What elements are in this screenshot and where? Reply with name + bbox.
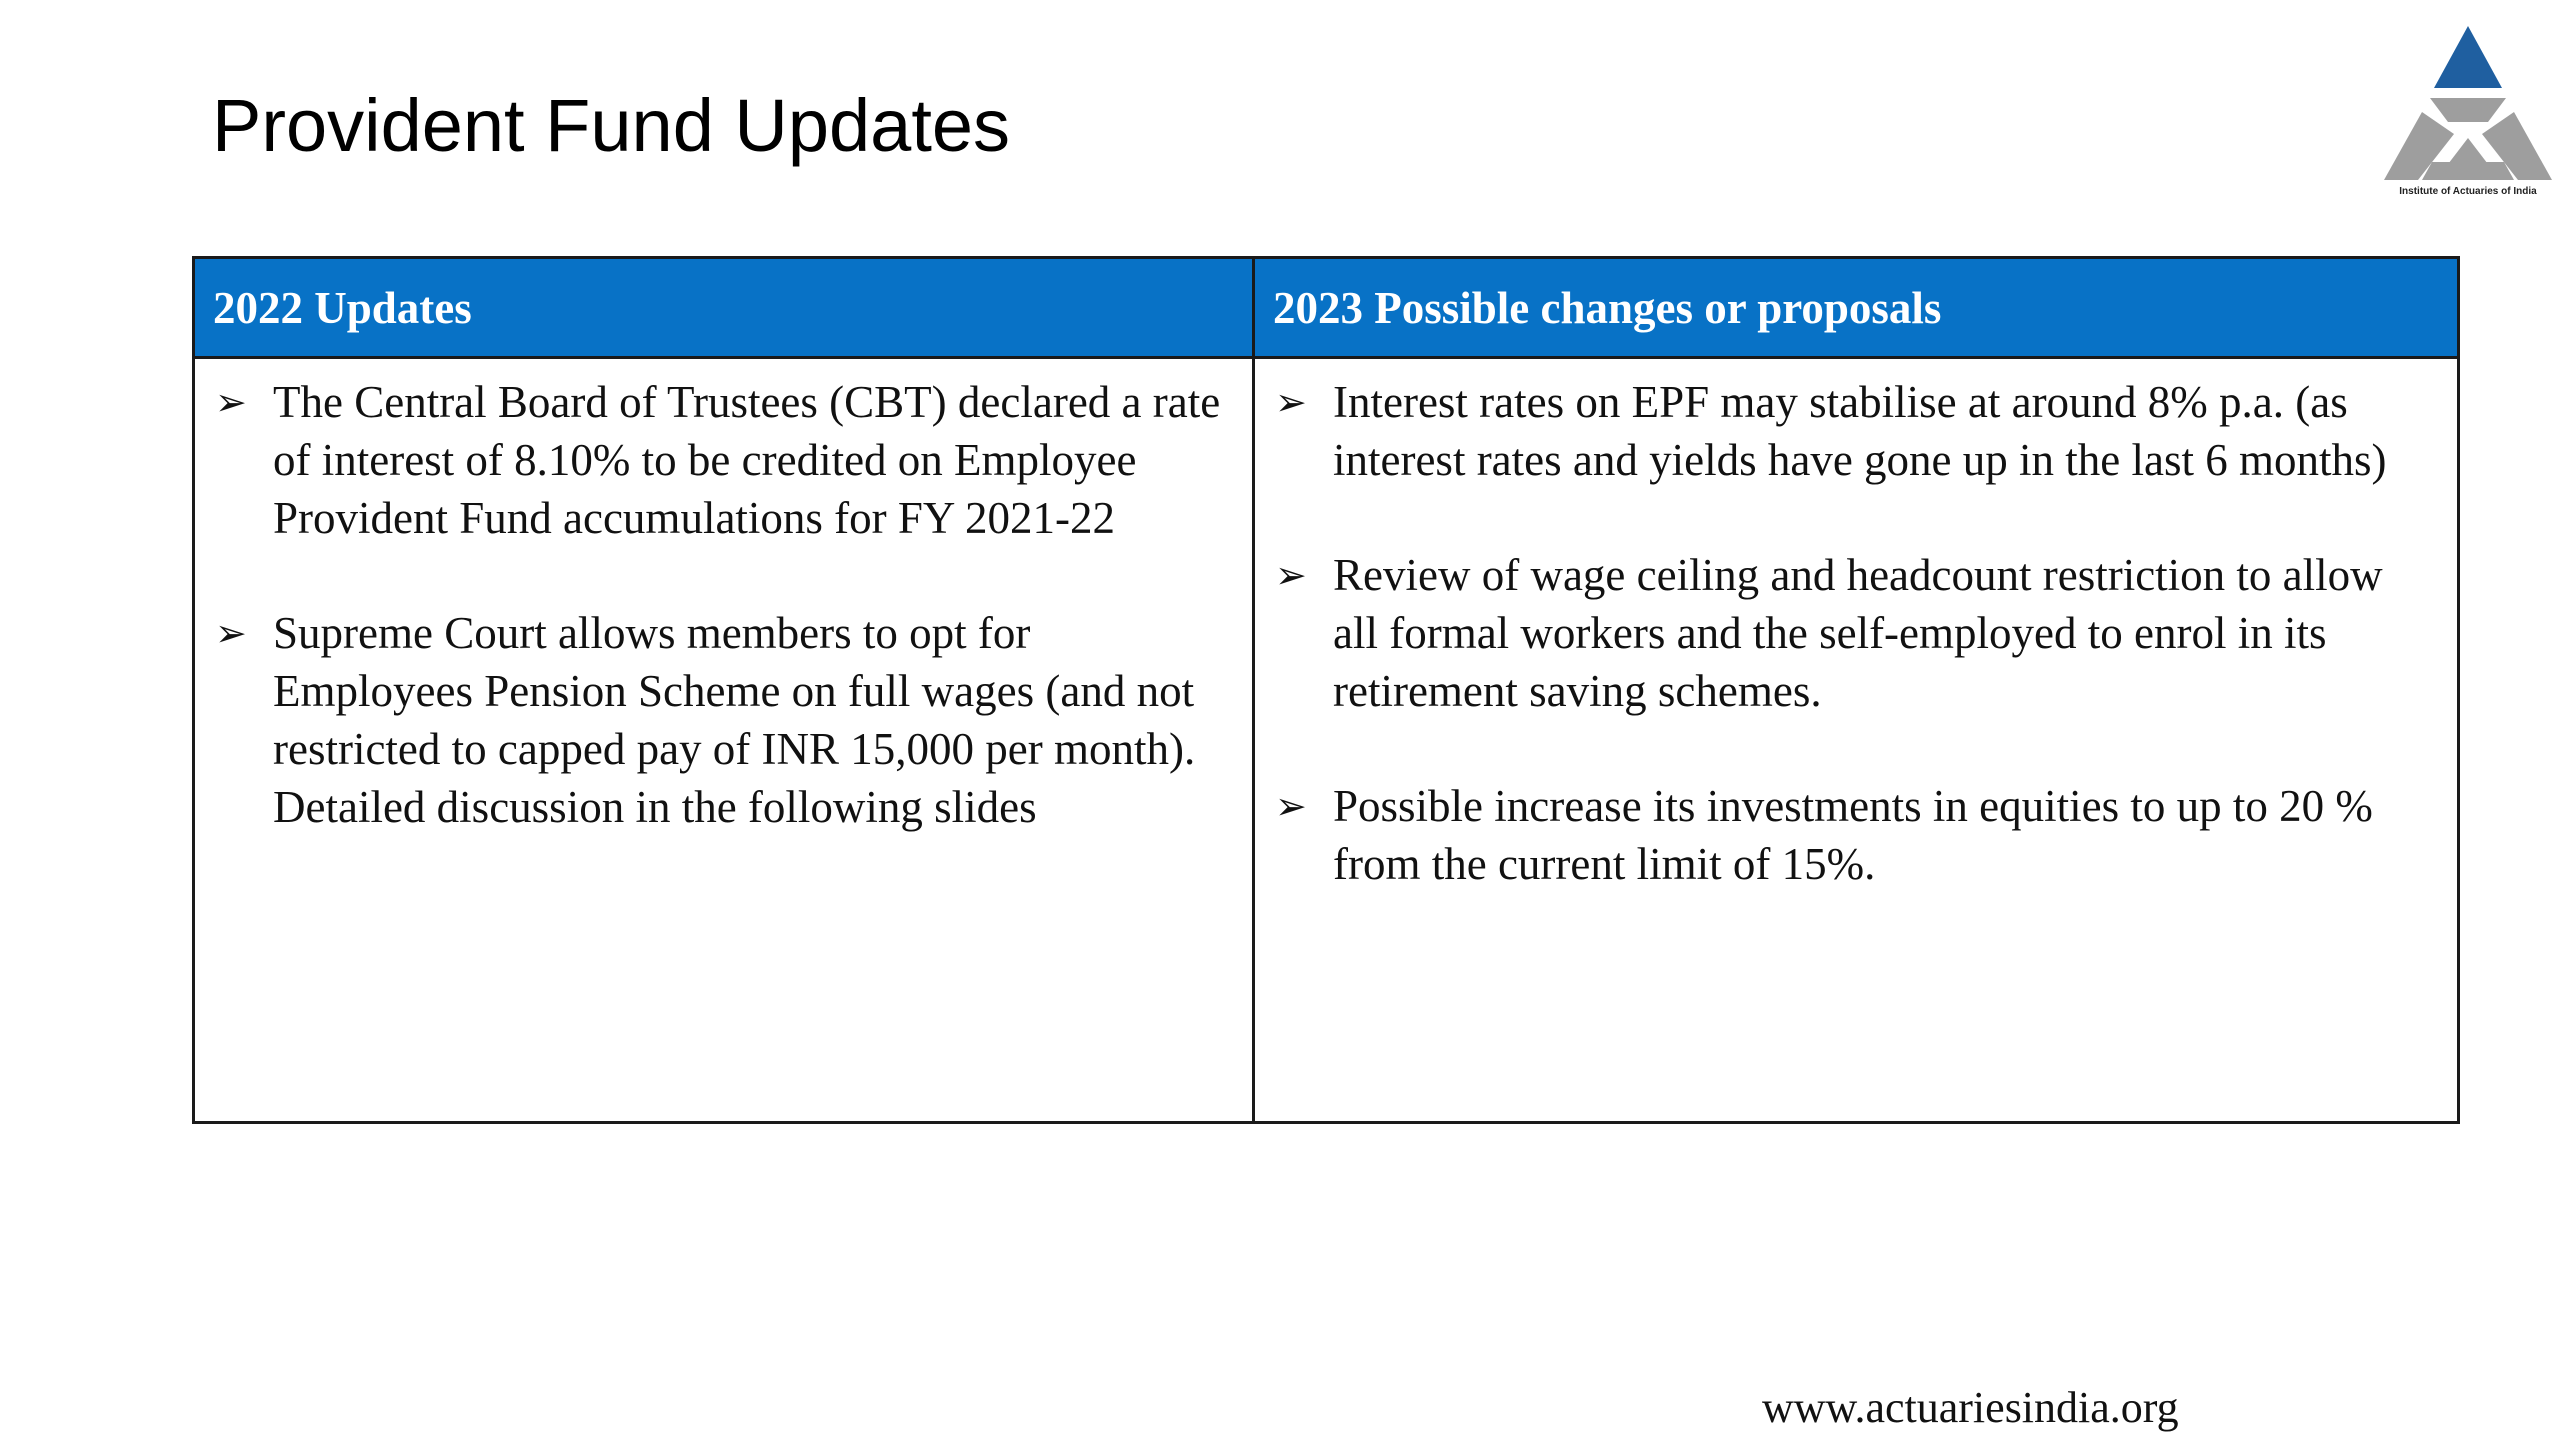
header-2022-updates: 2022 Updates xyxy=(195,259,1255,359)
bullet-text: Supreme Court allows members to opt for Employees Pension Scheme on full wages (and not restricted to capped pay of INR 15,000 per month). Detailed discussion in the following slides xyxy=(273,608,1196,832)
updates-table xyxy=(192,256,2460,1124)
arrow-bullet-icon: ➢ xyxy=(1275,784,1307,828)
bullet-text: The Central Board of Trustees (CBT) declared a rate of interest of 8.10% to be credited on Employee Provident Fund accumulations for FY 2021-22 xyxy=(273,377,1221,543)
list-2022-updates xyxy=(215,373,1224,836)
arrow-bullet-icon: ➢ xyxy=(215,380,247,424)
arrow-bullet-icon: ➢ xyxy=(215,611,247,655)
footer-website-link[interactable]: www.actuariesindia.org xyxy=(1762,1383,2179,1432)
institute-logo xyxy=(2382,22,2554,200)
bullet-text: Review of wage ceiling and headcount restriction to allow all formal workers and the self-employed to enrol in its retirement saving schemes. xyxy=(1333,550,2383,716)
bullet-text: Possible increase its investments in equities to up to 20 % from the current limit of 15%. xyxy=(1333,781,2373,889)
header-2023-proposals: 2023 Possible changes or proposals xyxy=(1255,259,2457,359)
slide-title: Provident Fund Updates xyxy=(212,84,1011,167)
list-item xyxy=(1275,373,2429,489)
cell-2023-proposals xyxy=(1255,359,2457,1121)
cell-2022-updates xyxy=(195,359,1255,1121)
list-item xyxy=(1275,777,2429,893)
list-2023-proposals xyxy=(1275,373,2429,893)
bullet-text: Interest rates on EPF may stabilise at around 8% p.a. (as interest rates and yields have gone up in the last 6 months) xyxy=(1333,377,2387,485)
institute-of-actuaries-of-india-logo-icon xyxy=(2382,22,2554,200)
list-item xyxy=(215,373,1224,547)
logo-caption: Institute of Actuaries of India xyxy=(2399,186,2537,197)
list-item xyxy=(215,604,1224,836)
list-item xyxy=(1275,546,2429,720)
arrow-bullet-icon: ➢ xyxy=(1275,380,1307,424)
arrow-bullet-icon: ➢ xyxy=(1275,553,1307,597)
